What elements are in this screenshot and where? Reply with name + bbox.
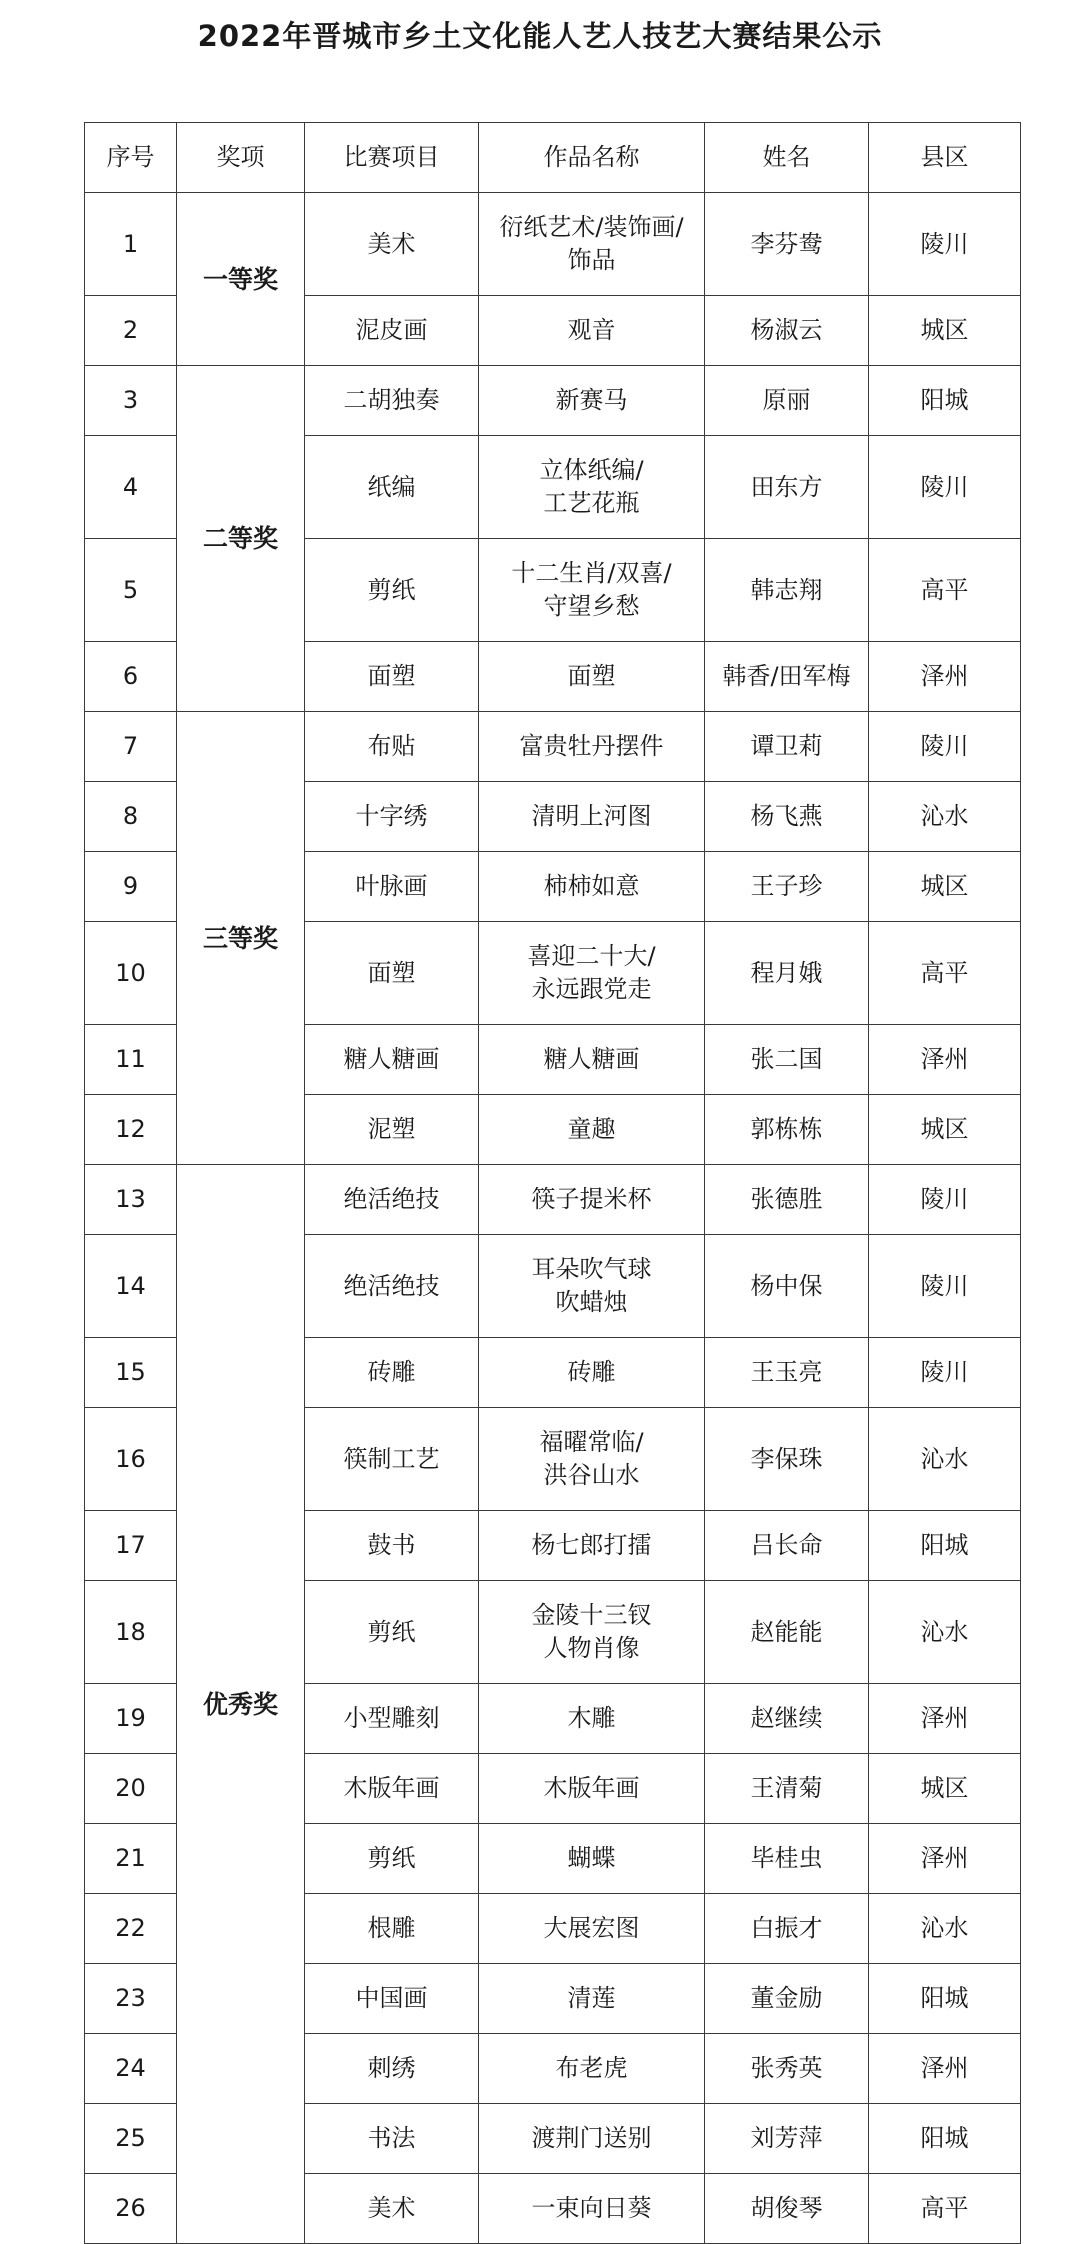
contestant-name: 谭卫莉	[705, 712, 869, 782]
county: 沁水	[869, 782, 1021, 852]
row-number: 16	[85, 1408, 177, 1511]
county: 城区	[869, 296, 1021, 366]
event-name: 纸编	[305, 436, 479, 539]
event-name: 面塑	[305, 642, 479, 712]
row-number: 15	[85, 1338, 177, 1408]
event-name: 绝活绝技	[305, 1165, 479, 1235]
contestant-name: 王清菊	[705, 1754, 869, 1824]
event-name: 泥皮画	[305, 296, 479, 366]
work-title	[479, 782, 705, 852]
county: 陵川	[869, 1338, 1021, 1408]
contestant-name: 韩志翔	[705, 539, 869, 642]
work-title	[479, 296, 705, 366]
event-name: 砖雕	[305, 1338, 479, 1408]
county: 城区	[869, 1095, 1021, 1165]
row-number: 8	[85, 782, 177, 852]
county: 陵川	[869, 436, 1021, 539]
work-title-line: 洪谷山水	[543, 1461, 640, 1489]
work-title-line: 耳朵吹气球	[531, 1255, 652, 1283]
work-title	[479, 642, 705, 712]
row-number: 19	[85, 1684, 177, 1754]
work-title-line: 十二生肖/双喜/	[511, 559, 672, 587]
award-level: 优秀奖	[177, 1165, 305, 2244]
county: 阳城	[869, 2104, 1021, 2174]
work-title	[479, 1165, 705, 1235]
row-number: 23	[85, 1964, 177, 2034]
event-name: 糖人糖画	[305, 1025, 479, 1095]
row-number: 25	[85, 2104, 177, 2174]
contestant-name: 田东方	[705, 436, 869, 539]
event-name: 剪纸	[305, 539, 479, 642]
work-title	[479, 1824, 705, 1894]
event-name: 木版年画	[305, 1754, 479, 1824]
county: 高平	[869, 2174, 1021, 2244]
page-title: 2022年晋城市乡土文化能人艺人技艺大赛结果公示	[197, 19, 883, 53]
contestant-name: 王玉亮	[705, 1338, 869, 1408]
work-title-line: 福曜常临/	[539, 1428, 644, 1456]
table-body	[85, 193, 1021, 2244]
work-title	[479, 1964, 705, 2034]
event-name: 鼓书	[305, 1511, 479, 1581]
work-title-line: 大展宏图	[543, 1914, 640, 1942]
work-title	[479, 2034, 705, 2104]
county: 泽州	[869, 1684, 1021, 1754]
event-name: 泥塑	[305, 1095, 479, 1165]
contestant-name: 赵能能	[705, 1581, 869, 1684]
county: 沁水	[869, 1408, 1021, 1511]
row-number: 10	[85, 922, 177, 1025]
row-number: 5	[85, 539, 177, 642]
work-title	[479, 2174, 705, 2244]
work-title	[479, 922, 705, 1025]
award-level: 二等奖	[177, 366, 305, 712]
county: 阳城	[869, 1511, 1021, 1581]
row-number: 21	[85, 1824, 177, 1894]
header-work: 作品名称	[479, 123, 705, 193]
county: 沁水	[869, 1894, 1021, 1964]
work-title-line: 人物肖像	[543, 1634, 640, 1662]
work-title	[479, 1511, 705, 1581]
row-number: 13	[85, 1165, 177, 1235]
event-name: 小型雕刻	[305, 1684, 479, 1754]
work-title	[479, 1894, 705, 1964]
contestant-name: 杨淑云	[705, 296, 869, 366]
work-title-line: 砖雕	[567, 1358, 616, 1386]
event-name: 叶脉画	[305, 852, 479, 922]
event-name: 布贴	[305, 712, 479, 782]
contestant-name: 杨中保	[705, 1235, 869, 1338]
work-title	[479, 712, 705, 782]
row-number: 4	[85, 436, 177, 539]
header-county: 县区	[869, 123, 1021, 193]
work-title-line: 面塑	[567, 662, 616, 690]
event-name: 美术	[305, 193, 479, 296]
county: 泽州	[869, 1824, 1021, 1894]
work-title-line: 工艺花瓶	[543, 489, 640, 517]
work-title-line: 糖人糖画	[543, 1045, 640, 1073]
work-title-line: 一束向日葵	[531, 2194, 652, 2222]
contestant-name: 赵继续	[705, 1684, 869, 1754]
row-number: 20	[85, 1754, 177, 1824]
work-title	[479, 539, 705, 642]
header-name: 姓名	[705, 123, 869, 193]
row-number: 9	[85, 852, 177, 922]
contestant-name: 程月娥	[705, 922, 869, 1025]
work-title	[479, 1581, 705, 1684]
event-name: 书法	[305, 2104, 479, 2174]
row-number: 17	[85, 1511, 177, 1581]
event-name: 剪纸	[305, 1824, 479, 1894]
work-title-line: 木雕	[567, 1704, 616, 1732]
row-number: 26	[85, 2174, 177, 2244]
contestant-name: 刘芳萍	[705, 2104, 869, 2174]
work-title-line: 童趣	[567, 1115, 616, 1143]
table-row	[85, 712, 1021, 782]
work-title	[479, 852, 705, 922]
results-table	[84, 122, 1021, 2244]
work-title-line: 杨七郎打擂	[531, 1531, 652, 1559]
contestant-name: 董金励	[705, 1964, 869, 2034]
award-level: 一等奖	[177, 193, 305, 366]
county: 阳城	[869, 366, 1021, 436]
county: 高平	[869, 539, 1021, 642]
event-name: 剪纸	[305, 1581, 479, 1684]
work-title	[479, 1235, 705, 1338]
work-title	[479, 1754, 705, 1824]
contestant-name: 胡俊琴	[705, 2174, 869, 2244]
work-title-line: 渡荆门送别	[531, 2124, 652, 2152]
work-title-line: 守望乡愁	[543, 592, 640, 620]
row-number: 22	[85, 1894, 177, 1964]
county: 沁水	[869, 1581, 1021, 1684]
work-title-line: 喜迎二十大/	[527, 942, 656, 970]
work-title-line: 木版年画	[543, 1774, 640, 1802]
work-title-line: 布老虎	[555, 2054, 628, 2082]
header-number: 序号	[85, 123, 177, 193]
contestant-name: 张二国	[705, 1025, 869, 1095]
contestant-name: 韩香/田军梅	[705, 642, 869, 712]
table-row	[85, 1165, 1021, 1235]
work-title-line: 柿柿如意	[543, 872, 640, 900]
event-name: 十字绣	[305, 782, 479, 852]
row-number: 6	[85, 642, 177, 712]
work-title	[479, 366, 705, 436]
county: 陵川	[869, 193, 1021, 296]
county: 阳城	[869, 1964, 1021, 2034]
work-title-line: 金陵十三钗	[531, 1601, 652, 1629]
work-title-line: 永远跟党走	[531, 975, 652, 1003]
work-title	[479, 1684, 705, 1754]
contestant-name: 原丽	[705, 366, 869, 436]
work-title-line: 吹蜡烛	[555, 1288, 628, 1316]
contestant-name: 李保珠	[705, 1408, 869, 1511]
county: 陵川	[869, 712, 1021, 782]
work-title-line: 清莲	[567, 1984, 616, 2012]
work-title	[479, 193, 705, 296]
work-title-line: 立体纸编/	[539, 456, 644, 484]
contestant-name: 吕长命	[705, 1511, 869, 1581]
row-number: 14	[85, 1235, 177, 1338]
row-number: 3	[85, 366, 177, 436]
event-name: 美术	[305, 2174, 479, 2244]
event-name: 面塑	[305, 922, 479, 1025]
county: 陵川	[869, 1165, 1021, 1235]
event-name: 中国画	[305, 1964, 479, 2034]
table-header-row	[85, 123, 1021, 193]
table-row	[85, 193, 1021, 296]
row-number: 18	[85, 1581, 177, 1684]
contestant-name: 郭栋栋	[705, 1095, 869, 1165]
table-row	[85, 366, 1021, 436]
work-title	[479, 436, 705, 539]
contestant-name: 杨飞燕	[705, 782, 869, 852]
work-title	[479, 1095, 705, 1165]
work-title	[479, 2104, 705, 2174]
county: 城区	[869, 852, 1021, 922]
county: 泽州	[869, 2034, 1021, 2104]
work-title	[479, 1408, 705, 1511]
header-event: 比赛项目	[305, 123, 479, 193]
contestant-name: 白振才	[705, 1894, 869, 1964]
work-title-line: 饰品	[567, 246, 616, 274]
work-title-line: 观音	[567, 316, 616, 344]
event-name: 根雕	[305, 1894, 479, 1964]
event-name: 筷制工艺	[305, 1408, 479, 1511]
event-name: 绝活绝技	[305, 1235, 479, 1338]
work-title-line: 富贵牡丹摆件	[519, 732, 664, 760]
contestant-name: 张秀英	[705, 2034, 869, 2104]
work-title-line: 清明上河图	[531, 802, 652, 830]
event-name: 刺绣	[305, 2034, 479, 2104]
row-number: 11	[85, 1025, 177, 1095]
event-name: 二胡独奏	[305, 366, 479, 436]
work-title-line: 筷子提米杯	[531, 1185, 652, 1213]
contestant-name: 张德胜	[705, 1165, 869, 1235]
row-number: 12	[85, 1095, 177, 1165]
award-level: 三等奖	[177, 712, 305, 1165]
county: 泽州	[869, 1025, 1021, 1095]
contestant-name: 王子珍	[705, 852, 869, 922]
header-award: 奖项	[177, 123, 305, 193]
county: 泽州	[869, 642, 1021, 712]
row-number: 24	[85, 2034, 177, 2104]
row-number: 2	[85, 296, 177, 366]
work-title-line: 衍纸艺术/装饰画/	[499, 213, 684, 241]
row-number: 7	[85, 712, 177, 782]
work-title-line: 新赛马	[555, 386, 628, 414]
work-title-line: 蝴蝶	[567, 1844, 616, 1872]
work-title	[479, 1025, 705, 1095]
work-title	[479, 1338, 705, 1408]
county: 陵川	[869, 1235, 1021, 1338]
row-number: 1	[85, 193, 177, 296]
county: 城区	[869, 1754, 1021, 1824]
county: 高平	[869, 922, 1021, 1025]
contestant-name: 毕桂虫	[705, 1824, 869, 1894]
contestant-name: 李芬鸯	[705, 193, 869, 296]
